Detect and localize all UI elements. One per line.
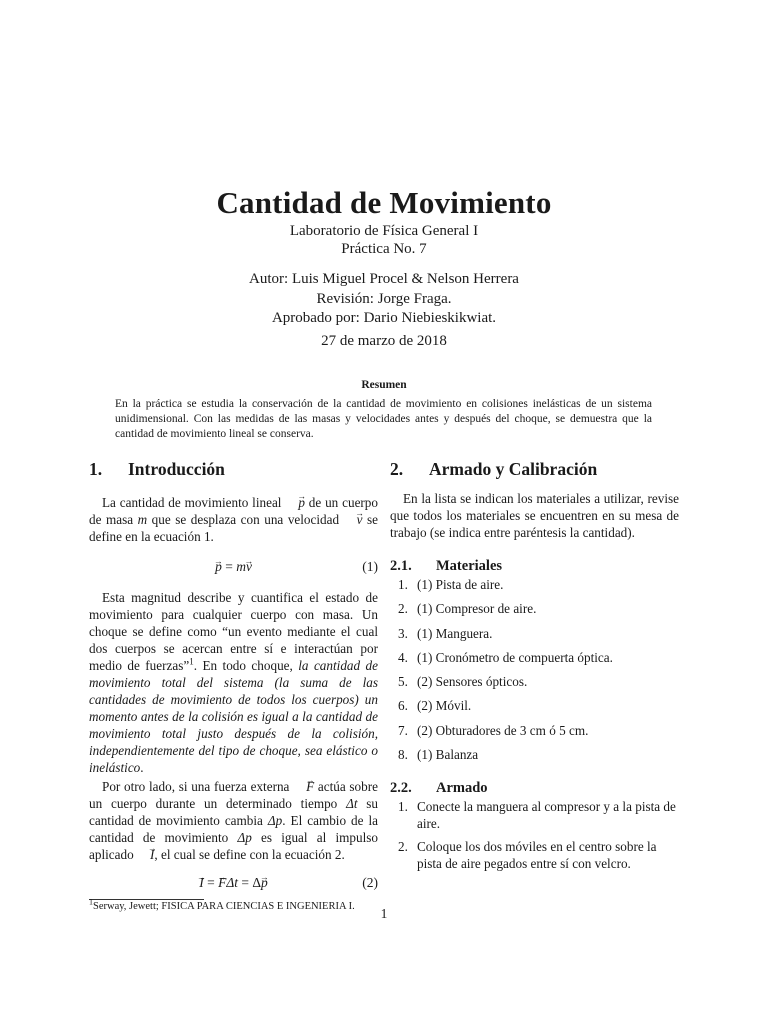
intro-paragraph-2 [89,589,378,776]
right-column [390,456,679,879]
abstract-text: En la práctica se estudia la conservación de la cantidad de movimiento en colisiones inelásticas de un sistema unidimensional. Con las medidas de las masas y velocidades antes y después del choque, se demuestra que la cantidad de movimiento lineal se conserva. [115,398,652,440]
list-item [390,674,679,698]
text-run: , el cual se define con la ecuación 2. [154,847,345,862]
subsection-heading-armado [390,777,679,799]
intro-paragraph-3 [89,778,378,863]
footnote-marker: 1 [189,656,194,667]
vector-f: → F [218,873,226,893]
list-number: 2. [398,601,408,617]
section-title: Introducción [128,459,225,479]
math-m: m [137,512,148,527]
math-m: m [236,559,246,574]
list-text: (1) Pista de aire. [417,577,504,592]
vector-f: → F [293,778,314,795]
list-text: (1) Cronómetro de compuerta óptica. [417,649,613,665]
math-delta-t: Δt [226,875,238,890]
abstract-heading: Resumen [361,379,407,391]
page-number: 1 [380,906,388,921]
vector-p: → p [261,873,268,893]
vector-v: → v [344,511,363,528]
list-number: 5. [398,674,408,690]
text-run: es igual al impulso aplicado [89,830,378,862]
text-run: que se desplaza con una velocidad [147,512,344,527]
authors-block [0,270,768,329]
vector-i: → I [137,846,154,863]
list-item [390,577,679,601]
subsection-title: Materiales [436,558,503,574]
text-run: . El cambio de la cantidad de movimiento [89,813,378,845]
list-text: (2) Sensores ópticos. [417,674,528,690]
subsection-heading-materiales [390,555,679,577]
list-item [390,839,679,872]
equation-number: (1) [362,559,378,574]
approved-line: Aprobado por: Dario Niebieskikwiat. [271,310,497,326]
text-run: . [140,760,144,775]
title-block [0,184,768,258]
equals-sign: = [203,875,219,890]
list-text: (2) Móvil. [417,698,472,714]
course-name: Laboratorio de Física General I [289,223,479,239]
section-heading-introduccion [89,456,378,482]
equation-number: (2) [362,875,378,890]
equation-2 [89,873,378,893]
vector-p: → p [285,494,305,511]
text-run: Esta magnitud describe y cuantifica el estado de movimiento para cualquier cuerpo con masa. Un choque se define como “un evento mediante el cual dos cuerpos se acercan entre sí e interactúan por medio de fuerzas” [89,590,378,673]
list-text: Coloque los dos móviles en el centro sobre la pista de aire pegados entre sí con velcro. [417,839,657,871]
list-number: 7. [398,722,408,738]
equals-sign: = [221,559,237,574]
list-number: 2. [398,839,408,855]
list-item [390,723,679,747]
equation-2-body [89,873,378,893]
subsection-number: 2.1. [390,558,412,574]
list-text: (1) Manguera. [417,625,493,641]
section-number: 2. [390,459,404,479]
math-delta-t: Δt [346,796,358,811]
paper-title: Cantidad de Movimiento [216,185,552,220]
text-run: su cantidad de movimiento cambia [89,796,378,828]
footnote-text: Serway, Jewett; FISICA PARA CIENCIAS E INGENIERIA I. [93,901,355,912]
equals-delta: = Δ [238,875,262,890]
list-item [390,626,679,650]
equation-1-body [89,557,378,577]
text-run: Por otro lado, si una fuerza externa [102,779,294,794]
revision-line: Revisión: Jorge Fraga. [316,290,452,307]
intro-paragraph-1 [89,494,378,545]
paper-date: 27 de marzo de 2018 [321,333,447,349]
list-number: 8. [398,747,408,763]
assembly-steps-list [390,799,679,872]
text-run: se define en la ecuación 1. [89,512,378,544]
list-text: (1) Compresor de aire. [417,601,537,617]
setup-intro-paragraph: En la lista se indican los materiales a utilizar, revise que todos los materiales se encuentren en su mesa de trabajo (se indica entre paréntesis la cantidad). [390,491,679,540]
text-run: . En todo choque, [193,658,299,673]
list-text: (2) Obturadores de 3 cm ó 5 cm. [417,722,589,738]
footnote-mark: 1 [89,897,93,907]
text-run: La cantidad de movimiento lineal [102,495,286,510]
equation-1 [89,557,378,577]
list-number: 6. [398,698,408,714]
section-number: 1. [89,459,103,479]
vector-v: → v [246,557,252,577]
list-item [390,601,679,625]
materials-list [390,577,679,771]
author-line: Autor: Luis Miguel Procel & Nelson Herrera [249,271,519,287]
section-title: Armado y Calibración [429,459,598,479]
math-delta-p: Δp [237,830,252,845]
subsection-number: 2.2. [390,780,412,797]
subsection-title: Armado [436,780,488,797]
text-run: de un cuerpo de masa [89,495,378,527]
list-number: 3. [398,625,408,641]
list-text: Conecte la manguera al compresor y a la pista de aire. [417,799,676,831]
practice-number: Práctica No. 7 [341,241,427,257]
vector-p: → p [215,557,222,577]
left-column [89,456,378,913]
list-number: 1. [398,577,408,592]
section-heading-armado-calibracion [390,456,679,482]
list-number: 4. [398,649,408,665]
list-item [390,747,679,771]
list-text: (1) Balanza [417,747,479,763]
list-number: 1. [398,799,408,815]
list-item [390,698,679,722]
text-run: actúa sobre un cuerpo durante un determinado tiempo [89,779,378,811]
list-item [390,650,679,674]
vector-i: → I [199,873,204,893]
math-delta-p: Δp [267,813,283,828]
list-item [390,799,679,832]
italic-statement: la cantidad de movimiento total del sistema (la suma de las cantidades de movimiento de todos los cuerpos) un momento antes de la colisión es igual a la cantidad de movimiento total justo después de la colisión, independientemente del tipo de choque, sea elástico o inelástico [89,658,378,775]
